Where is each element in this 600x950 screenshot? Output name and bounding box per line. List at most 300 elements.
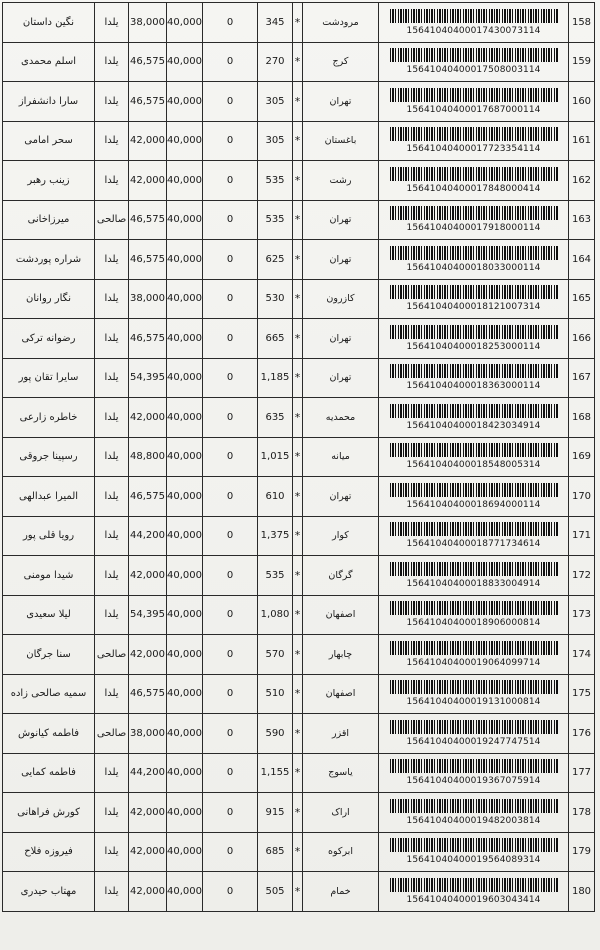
destination-city: یاسوج: [303, 753, 379, 793]
tracking-code: 15641040400017430073114: [406, 25, 541, 36]
recipient-name: نگار روانان: [3, 279, 95, 319]
table-row: [3, 3, 595, 43]
barcode-bars-icon: [390, 641, 558, 655]
barcode-cell: [379, 240, 569, 280]
mark-cell: *: [293, 516, 303, 556]
mark-cell: *: [293, 398, 303, 438]
recipient-name: فاطمه کیانوش: [3, 714, 95, 754]
table-row: [3, 872, 595, 912]
fee-amount: 40,000: [167, 279, 203, 319]
row-number: 180: [569, 872, 595, 912]
table-row: [3, 398, 595, 438]
service-type: یلدا: [95, 3, 129, 43]
destination-city: اراک: [303, 793, 379, 833]
row-number: 173: [569, 595, 595, 635]
row-number: 177: [569, 753, 595, 793]
barcode-bars-icon: [390, 404, 558, 418]
table-body: [3, 3, 595, 912]
total-amount: 44,200: [129, 753, 167, 793]
row-number: 176: [569, 714, 595, 754]
row-number: 160: [569, 82, 595, 122]
tracking-code: 15641040400018694000114: [406, 499, 541, 510]
row-number: 168: [569, 398, 595, 438]
barcode-bars-icon: [390, 167, 558, 181]
recipient-name: زینب رهبر: [3, 161, 95, 201]
barcode-bars-icon: [390, 483, 558, 497]
recipient-name: کورش فراهانی: [3, 793, 95, 833]
service-type: صالحی: [95, 200, 129, 240]
tracking-code: 15641040400019131000814: [406, 697, 541, 708]
barcode-bars-icon: [390, 88, 558, 102]
barcode-bars-icon: [390, 838, 558, 852]
table-row: [3, 358, 595, 398]
barcode: [379, 240, 568, 279]
total-amount: 42,000: [129, 793, 167, 833]
tracking-code: 15641040400018033000114: [406, 262, 541, 273]
fee-amount: 40,000: [167, 200, 203, 240]
total-amount: 42,000: [129, 121, 167, 161]
fee-amount: 40,000: [167, 793, 203, 833]
recipient-name: رسپینا جروقی: [3, 437, 95, 477]
weight-amount: 1,080: [258, 595, 293, 635]
barcode-cell: [379, 635, 569, 675]
destination-city: مرودشت: [303, 3, 379, 43]
barcode-bars-icon: [390, 325, 558, 339]
barcode-bars-icon: [390, 206, 558, 220]
destination-city: تهران: [303, 358, 379, 398]
recipient-name: لیلا سعیدی: [3, 595, 95, 635]
row-number: 172: [569, 556, 595, 596]
recipient-name: سمیه صالحی زاده: [3, 674, 95, 714]
weight-amount: 665: [258, 319, 293, 359]
service-type: یلدا: [95, 279, 129, 319]
row-number: 171: [569, 516, 595, 556]
table-row: [3, 674, 595, 714]
destination-city: ابرکوه: [303, 832, 379, 872]
weight-amount: 570: [258, 635, 293, 675]
recipient-name: رویا قلی پور: [3, 516, 95, 556]
barcode: [379, 833, 568, 872]
recipient-name: فاطمه کمایی: [3, 753, 95, 793]
recipient-name: رضوانه ترکی: [3, 319, 95, 359]
barcode-bars-icon: [390, 562, 558, 576]
zero-value: 0: [203, 714, 258, 754]
barcode-bars-icon: [390, 720, 558, 734]
barcode: [379, 3, 568, 42]
service-type: یلدا: [95, 398, 129, 438]
destination-city: باغستان: [303, 121, 379, 161]
zero-value: 0: [203, 3, 258, 43]
service-type: صالحی: [95, 635, 129, 675]
weight-amount: 625: [258, 240, 293, 280]
table-row: [3, 42, 595, 82]
weight-amount: 270: [258, 42, 293, 82]
table-row: [3, 477, 595, 517]
total-amount: 38,000: [129, 279, 167, 319]
mark-cell: *: [293, 319, 303, 359]
total-amount: 54,395: [129, 595, 167, 635]
total-amount: 46,575: [129, 674, 167, 714]
weight-amount: 1,155: [258, 753, 293, 793]
barcode-cell: [379, 121, 569, 161]
barcode-bars-icon: [390, 48, 558, 62]
row-number: 170: [569, 477, 595, 517]
mark-cell: *: [293, 635, 303, 675]
zero-value: 0: [203, 516, 258, 556]
mark-cell: *: [293, 556, 303, 596]
mark-cell: *: [293, 279, 303, 319]
weight-amount: 1,015: [258, 437, 293, 477]
fee-amount: 40,000: [167, 437, 203, 477]
tracking-code: 15641040400017508003114: [406, 65, 541, 76]
tracking-code: 15641040400017723354114: [406, 144, 541, 155]
barcode-cell: [379, 872, 569, 912]
table-row: [3, 516, 595, 556]
fee-amount: 40,000: [167, 832, 203, 872]
weight-amount: 530: [258, 279, 293, 319]
zero-value: 0: [203, 82, 258, 122]
total-amount: 46,575: [129, 477, 167, 517]
destination-city: چابهار: [303, 635, 379, 675]
mark-cell: *: [293, 161, 303, 201]
tracking-code: 15641040400019247747514: [406, 736, 541, 747]
row-number: 178: [569, 793, 595, 833]
weight-amount: 915: [258, 793, 293, 833]
service-type: یلدا: [95, 753, 129, 793]
weight-amount: 610: [258, 477, 293, 517]
table-row: [3, 121, 595, 161]
destination-city: رشت: [303, 161, 379, 201]
zero-value: 0: [203, 200, 258, 240]
row-number: 169: [569, 437, 595, 477]
total-amount: 42,000: [129, 398, 167, 438]
mark-cell: *: [293, 753, 303, 793]
recipient-name: شیدا مومنی: [3, 556, 95, 596]
zero-value: 0: [203, 161, 258, 201]
zero-value: 0: [203, 437, 258, 477]
barcode-cell: [379, 161, 569, 201]
fee-amount: 40,000: [167, 872, 203, 912]
weight-amount: 1,375: [258, 516, 293, 556]
row-number: 162: [569, 161, 595, 201]
barcode: [379, 122, 568, 161]
fee-amount: 40,000: [167, 595, 203, 635]
fee-amount: 40,000: [167, 82, 203, 122]
fee-amount: 40,000: [167, 319, 203, 359]
barcode-bars-icon: [390, 285, 558, 299]
barcode: [379, 280, 568, 319]
mark-cell: *: [293, 240, 303, 280]
barcode: [379, 517, 568, 556]
table-row: [3, 635, 595, 675]
barcode: [379, 161, 568, 200]
destination-city: تهران: [303, 240, 379, 280]
barcode: [379, 754, 568, 793]
mark-cell: *: [293, 121, 303, 161]
total-amount: 46,575: [129, 42, 167, 82]
tracking-code: 15641040400019482003814: [406, 815, 541, 826]
total-amount: 38,000: [129, 3, 167, 43]
mark-cell: *: [293, 437, 303, 477]
fee-amount: 40,000: [167, 161, 203, 201]
table-row: [3, 595, 595, 635]
service-type: یلدا: [95, 358, 129, 398]
weight-amount: 590: [258, 714, 293, 754]
total-amount: 42,000: [129, 872, 167, 912]
destination-city: تهران: [303, 477, 379, 517]
barcode: [379, 43, 568, 82]
mark-cell: *: [293, 82, 303, 122]
recipient-name: سنا جرگان: [3, 635, 95, 675]
table-row: [3, 240, 595, 280]
barcode-cell: [379, 279, 569, 319]
total-amount: 48,800: [129, 437, 167, 477]
table-row: [3, 714, 595, 754]
zero-value: 0: [203, 872, 258, 912]
weight-amount: 535: [258, 200, 293, 240]
barcode-cell: [379, 832, 569, 872]
row-number: 175: [569, 674, 595, 714]
mark-cell: *: [293, 595, 303, 635]
barcode: [379, 556, 568, 595]
barcode-cell: [379, 477, 569, 517]
barcode-cell: [379, 793, 569, 833]
recipient-name: سحر امامی: [3, 121, 95, 161]
destination-city: کوار: [303, 516, 379, 556]
zero-value: 0: [203, 279, 258, 319]
barcode-cell: [379, 714, 569, 754]
row-number: 174: [569, 635, 595, 675]
destination-city: محمدیه: [303, 398, 379, 438]
barcode-cell: [379, 200, 569, 240]
mark-cell: *: [293, 714, 303, 754]
destination-city: کازرون: [303, 279, 379, 319]
service-type: صالحی: [95, 714, 129, 754]
service-type: یلدا: [95, 832, 129, 872]
service-type: یلدا: [95, 793, 129, 833]
service-type: یلدا: [95, 161, 129, 201]
fee-amount: 40,000: [167, 516, 203, 556]
weight-amount: 505: [258, 872, 293, 912]
table-row: [3, 279, 595, 319]
tracking-code: 15641040400017687000114: [406, 104, 541, 115]
zero-value: 0: [203, 635, 258, 675]
tracking-code: 15641040400018423034914: [406, 420, 541, 431]
barcode: [379, 793, 568, 832]
weight-amount: 305: [258, 82, 293, 122]
row-number: 159: [569, 42, 595, 82]
service-type: یلدا: [95, 556, 129, 596]
row-number: 163: [569, 200, 595, 240]
row-number: 164: [569, 240, 595, 280]
total-amount: 46,575: [129, 319, 167, 359]
barcode: [379, 438, 568, 477]
barcode-cell: [379, 398, 569, 438]
zero-value: 0: [203, 121, 258, 161]
total-amount: 46,575: [129, 200, 167, 240]
barcode-bars-icon: [390, 759, 558, 773]
zero-value: 0: [203, 832, 258, 872]
barcode-cell: [379, 82, 569, 122]
barcode-cell: [379, 358, 569, 398]
zero-value: 0: [203, 240, 258, 280]
total-amount: 44,200: [129, 516, 167, 556]
barcode-bars-icon: [390, 601, 558, 615]
recipient-name: نگین داستان: [3, 3, 95, 43]
service-type: یلدا: [95, 516, 129, 556]
tracking-code: 15641040400018121007314: [406, 302, 541, 313]
barcode-cell: [379, 3, 569, 43]
destination-city: میانه: [303, 437, 379, 477]
destination-city: اصفهان: [303, 674, 379, 714]
fee-amount: 40,000: [167, 556, 203, 596]
service-type: یلدا: [95, 82, 129, 122]
barcode-cell: [379, 319, 569, 359]
table-row: [3, 793, 595, 833]
shipment-table: [2, 2, 595, 912]
service-type: یلدا: [95, 121, 129, 161]
barcode: [379, 714, 568, 753]
destination-city: اصفهان: [303, 595, 379, 635]
weight-amount: 535: [258, 161, 293, 201]
destination-city: کرج: [303, 42, 379, 82]
recipient-name: میرزاخانی: [3, 200, 95, 240]
barcode-bars-icon: [390, 364, 558, 378]
barcode: [379, 319, 568, 358]
weight-amount: 535: [258, 556, 293, 596]
zero-value: 0: [203, 358, 258, 398]
fee-amount: 40,000: [167, 358, 203, 398]
tracking-code: 15641040400018548005314: [406, 460, 541, 471]
total-amount: 42,000: [129, 635, 167, 675]
tracking-code: 15641040400019367075914: [406, 776, 541, 787]
mark-cell: *: [293, 200, 303, 240]
tracking-code: 15641040400017918000114: [406, 223, 541, 234]
weight-amount: 635: [258, 398, 293, 438]
service-type: یلدا: [95, 319, 129, 359]
barcode: [379, 359, 568, 398]
tracking-code: 15641040400019064099714: [406, 657, 541, 668]
fee-amount: 40,000: [167, 714, 203, 754]
barcode-bars-icon: [390, 522, 558, 536]
fee-amount: 40,000: [167, 3, 203, 43]
tracking-code: 15641040400019564089314: [406, 855, 541, 866]
destination-city: تهران: [303, 82, 379, 122]
barcode-bars-icon: [390, 878, 558, 892]
zero-value: 0: [203, 477, 258, 517]
barcode-bars-icon: [390, 246, 558, 260]
barcode: [379, 477, 568, 516]
recipient-name: شراره پوردشت: [3, 240, 95, 280]
barcode-cell: [379, 595, 569, 635]
tracking-code: 15641040400017848000414: [406, 183, 541, 194]
service-type: یلدا: [95, 674, 129, 714]
mark-cell: *: [293, 872, 303, 912]
service-type: یلدا: [95, 872, 129, 912]
total-amount: 46,575: [129, 240, 167, 280]
barcode-cell: [379, 42, 569, 82]
recipient-name: اسلم محمدی: [3, 42, 95, 82]
mark-cell: *: [293, 674, 303, 714]
total-amount: 42,000: [129, 556, 167, 596]
recipient-name: سارا دانشفراز: [3, 82, 95, 122]
weight-amount: 345: [258, 3, 293, 43]
zero-value: 0: [203, 42, 258, 82]
total-amount: 46,575: [129, 82, 167, 122]
tracking-code: 15641040400018253000114: [406, 341, 541, 352]
barcode: [379, 82, 568, 121]
barcode: [379, 398, 568, 437]
zero-value: 0: [203, 398, 258, 438]
recipient-name: مهتاب حیدری: [3, 872, 95, 912]
zero-value: 0: [203, 556, 258, 596]
table-row: [3, 832, 595, 872]
table-row: [3, 753, 595, 793]
barcode-cell: [379, 516, 569, 556]
barcode: [379, 596, 568, 635]
destination-city: تهران: [303, 319, 379, 359]
total-amount: 38,000: [129, 714, 167, 754]
table-row: [3, 556, 595, 596]
fee-amount: 40,000: [167, 398, 203, 438]
total-amount: 42,000: [129, 832, 167, 872]
tracking-code: 15641040400018363000114: [406, 381, 541, 392]
barcode-cell: [379, 753, 569, 793]
recipient-name: المیرا عبدالهی: [3, 477, 95, 517]
barcode: [379, 635, 568, 674]
mark-cell: *: [293, 832, 303, 872]
barcode-bars-icon: [390, 680, 558, 694]
mark-cell: *: [293, 358, 303, 398]
barcode-cell: [379, 556, 569, 596]
total-amount: 54,395: [129, 358, 167, 398]
weight-amount: 510: [258, 674, 293, 714]
recipient-name: فیروزه فلاح: [3, 832, 95, 872]
table-row: [3, 437, 595, 477]
tracking-code: 15641040400019603043414: [406, 894, 541, 905]
mark-cell: *: [293, 793, 303, 833]
table-row: [3, 319, 595, 359]
service-type: یلدا: [95, 240, 129, 280]
mark-cell: *: [293, 42, 303, 82]
barcode: [379, 675, 568, 714]
mark-cell: *: [293, 477, 303, 517]
tracking-code: 15641040400018833004914: [406, 578, 541, 589]
zero-value: 0: [203, 674, 258, 714]
tracking-code: 15641040400018906000814: [406, 618, 541, 629]
fee-amount: 40,000: [167, 121, 203, 161]
table-row: [3, 161, 595, 201]
table-row: [3, 82, 595, 122]
mark-cell: *: [293, 3, 303, 43]
row-number: 161: [569, 121, 595, 161]
barcode-bars-icon: [390, 799, 558, 813]
fee-amount: 40,000: [167, 674, 203, 714]
row-number: 158: [569, 3, 595, 43]
tracking-code: 15641040400018771734614: [406, 539, 541, 550]
barcode: [379, 201, 568, 240]
row-number: 166: [569, 319, 595, 359]
row-number: 165: [569, 279, 595, 319]
service-type: یلدا: [95, 42, 129, 82]
fee-amount: 40,000: [167, 753, 203, 793]
fee-amount: 40,000: [167, 477, 203, 517]
recipient-name: سایرا تقان پور: [3, 358, 95, 398]
service-type: یلدا: [95, 477, 129, 517]
recipient-name: خاطره زارعی: [3, 398, 95, 438]
zero-value: 0: [203, 793, 258, 833]
row-number: 167: [569, 358, 595, 398]
